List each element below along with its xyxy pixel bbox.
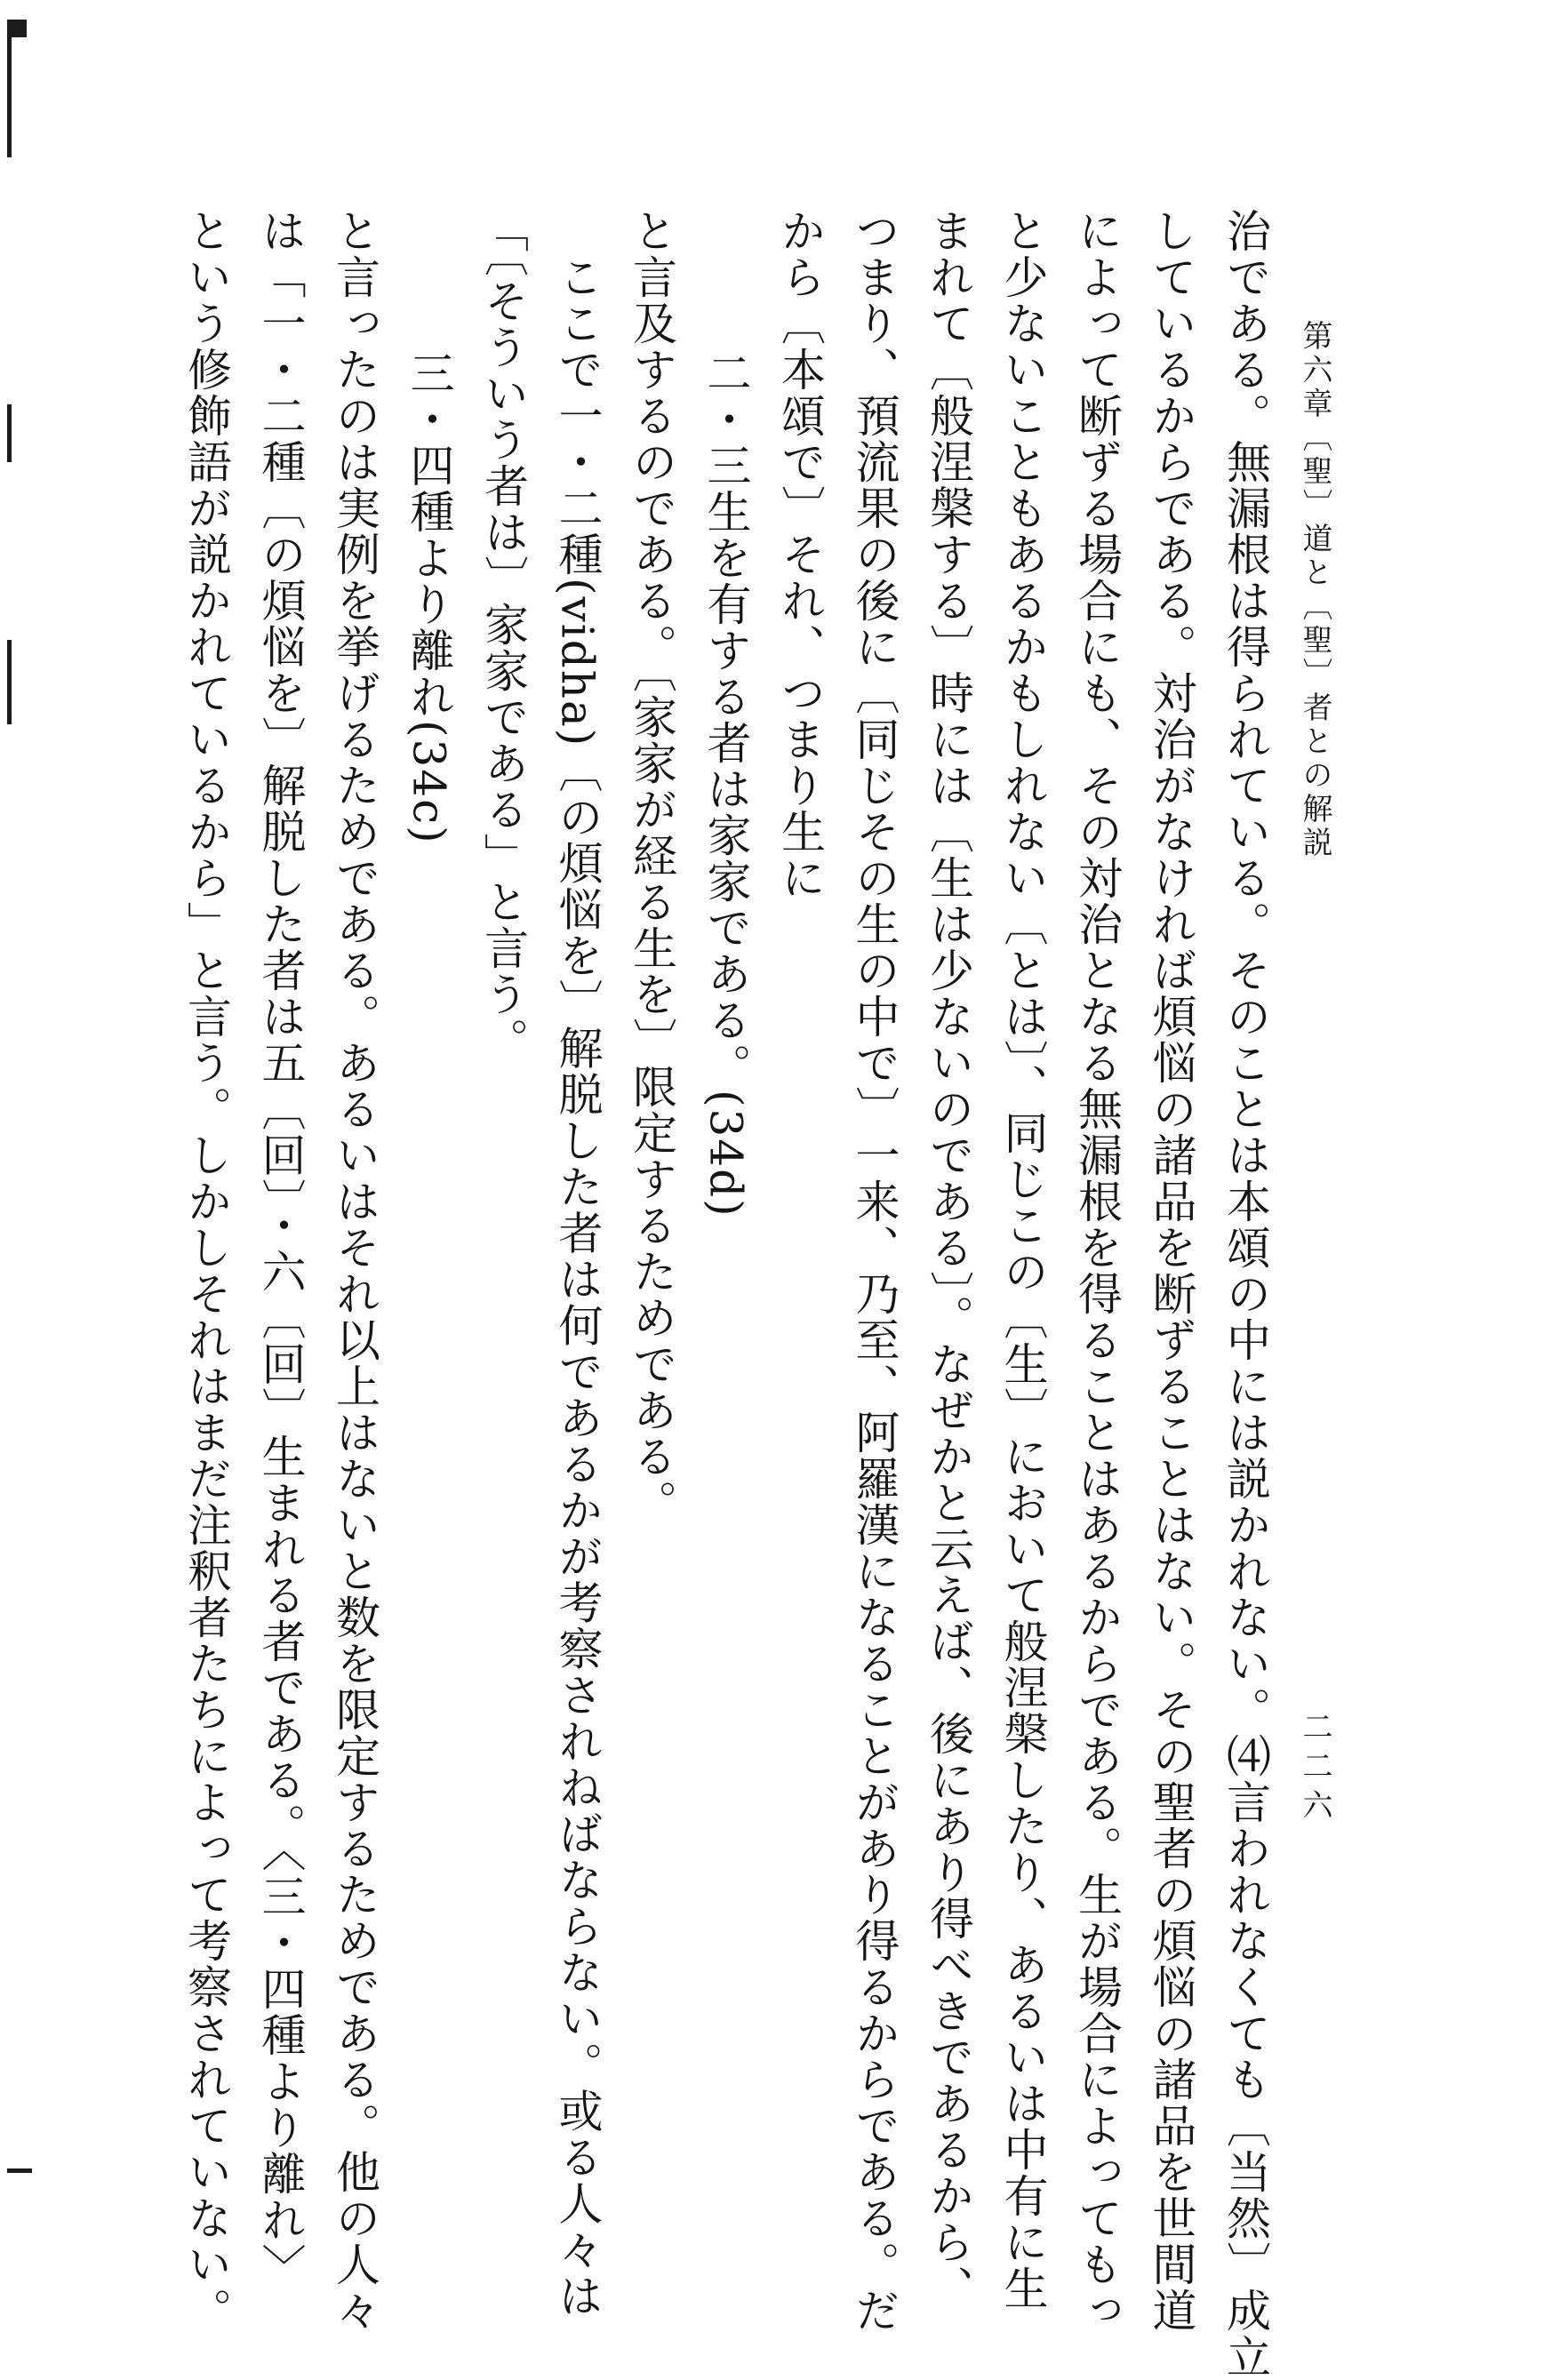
body-text	[169, 208, 1283, 2380]
scan-edge-mark	[7, 2168, 32, 2173]
text-line: と言及するのである。〔家家が経る生を〕限定するためである。	[626, 208, 677, 1526]
verse-line: 二・三生を有する者は家家である。(34d)	[700, 350, 752, 1218]
running-head: 第六章〔聖〕道と〔聖〕者との解説	[1297, 320, 1332, 860]
text-line: と少ないこともあるかもしれない〔とは〕、同じこの〔生〕において般涅槃したり、あるいは中有に生	[996, 208, 1049, 2312]
scan-edge-mark	[7, 404, 12, 462]
page-number: 二二六	[1297, 1711, 1332, 1828]
text-line: という修飾語が説かれているから」と言う。しかしそれはまだ注釈者たちによって考察されていない。	[180, 208, 232, 2334]
text-line: まれて〔般涅槃する〕時には〔生は少ないのである〕。なぜかと云えば、後にあり得べきであるから、	[923, 208, 974, 2312]
text-line: と言ったのは実例を挙げるためである。あるいはそれ以上はないと数を限定するためである。他の人々	[329, 208, 380, 2334]
text-line: は「一・二種〔の煩悩を〕解脱した者は五〔回〕・六〔回〕生まれる者である。〈三・四種より離れ〉	[254, 208, 307, 2289]
scan-edge-mark	[7, 640, 12, 724]
scan-edge-mark	[7, 20, 12, 157]
text-line: 「〔そういう者は〕家家である」と言う。	[477, 208, 529, 1064]
text-line: 治である。無漏根は得られている。そのことは本頌の中には説かれない。⑷言われなくても〔当然〕成立	[1220, 208, 1271, 2380]
text-line: から〔本頌で〕それ、つまり生に	[774, 208, 826, 901]
verse-line: 三・四種より離れ(34c)	[403, 350, 455, 845]
text-line: によって断ずる場合にも、その対治となる無漏根を得ることはあるからである。生が場合によってもっ	[1071, 208, 1123, 2334]
text-line: ここで一・二種(vidha)〔の煩悩を〕解脱した者は何であるかが考察されねばならない。或る人々は	[551, 254, 604, 2320]
text-line: つまり、預流果の後に〔同じその生の中で〕一来、乃至、阿羅漢になることがあり得るからである。だ	[848, 208, 900, 2334]
text-line: しているからである。対治がなければ煩悩の諸品を断ずることはない。その聖者の煩悩の諸品を世間道	[1145, 208, 1197, 2334]
